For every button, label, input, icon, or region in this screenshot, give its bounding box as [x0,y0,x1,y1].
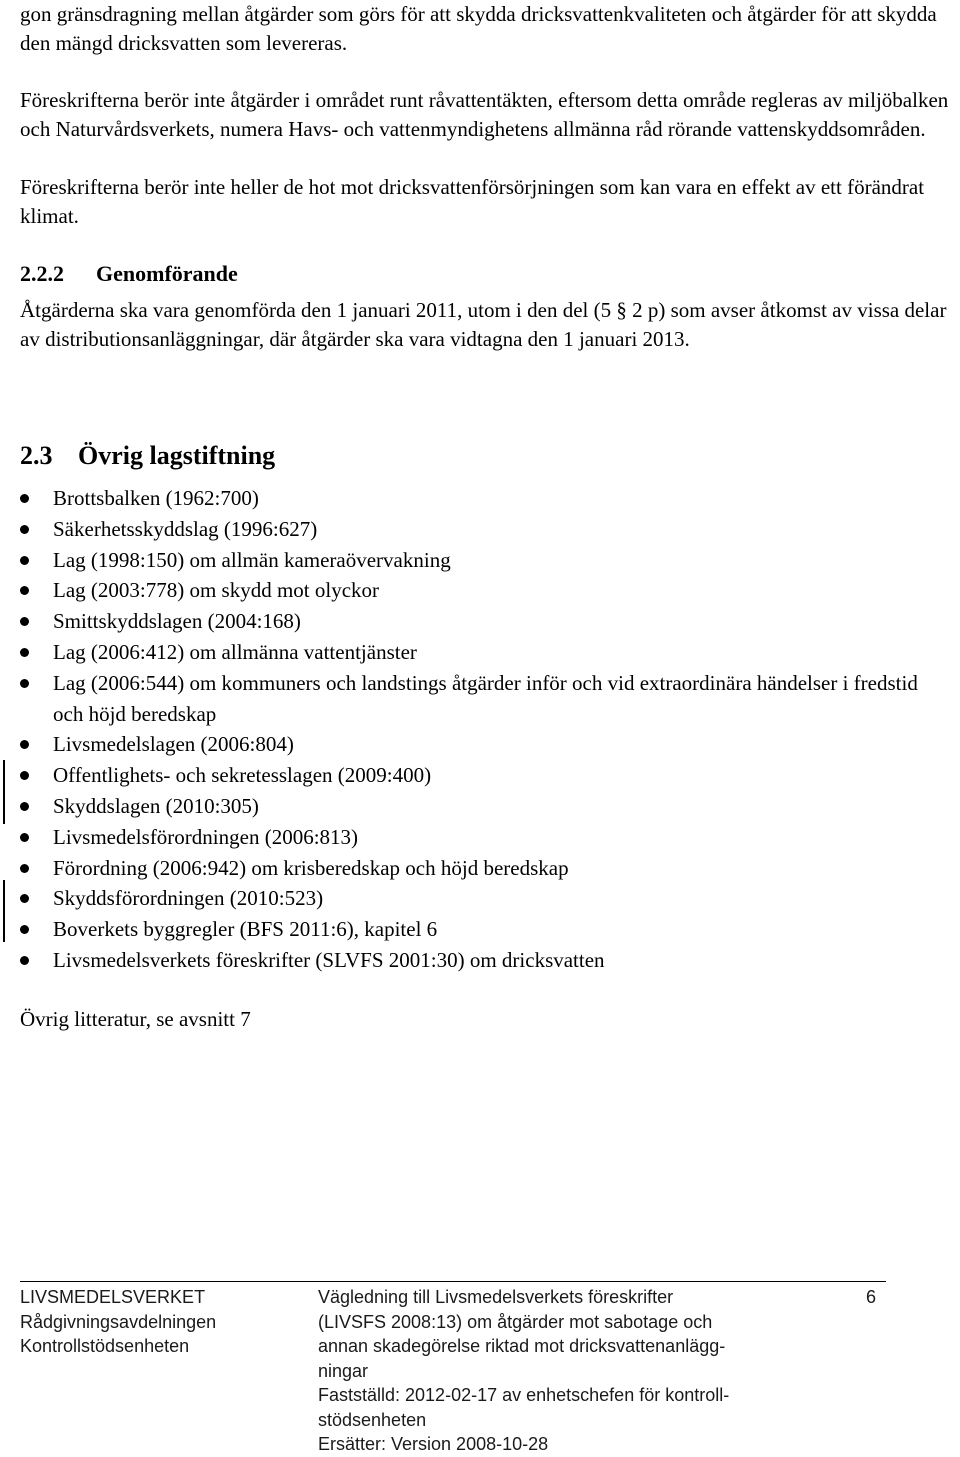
page-number: 6 [866,1287,877,1307]
footer-doc-title-line: Vägledning till Livsmedelsverkets föreskrifter [318,1287,674,1307]
legislation-list [20,483,950,976]
implementation-paragraph: Åtgärderna ska vara genomförda den 1 januari 2011, utom i den del (5 § 2 p) som avser åtkomst av vissa delar av distributionsanläggningar, där åtgärder ska vara vidtagna den 1 januari 2013. [20,298,947,351]
list-item: Offentlighets- och sekretesslagen (2009:400) [20,760,950,791]
list-item: Säkerhetsskyddslag (1996:627) [20,514,950,545]
list-item: Smittskyddslagen (2004:168) [20,606,950,637]
bullet-icon [20,740,29,749]
other-literature-reference: Övrig litteratur, se avsnitt 7 [20,1007,251,1031]
list-item: Brottsbalken (1962:700) [20,483,950,514]
footer-org-name: LIVSMEDELSVERKET [20,1287,206,1307]
bullet-icon [20,802,29,811]
list-item: Lag (2006:412) om allmänna vattentjänster [20,637,950,668]
scope-paragraph-catchment: Föreskrifterna berör inte åtgärder i området runt råvattentäkten, eftersom detta område regleras av miljöbalken och Naturvårdsverkets, numera Havs- och vattenmyndighetens allmänna råd rörande vattenskyddsområden. [20,88,949,141]
bullet-icon [20,556,29,565]
section-title: Genomförande [96,261,238,286]
footer-department: Rådgivningsavdelningen [20,1311,217,1332]
bullet-icon [20,617,29,626]
bullet-icon [20,679,29,688]
bullet-icon [20,494,29,503]
bullet-icon [20,833,29,842]
bullet-icon [20,894,29,903]
scope-paragraph-climate: Föreskrifterna berör inte heller de hot mot dricksvattenförsörjningen som kan vara en effekt av ett förändrat klimat. [20,175,925,228]
section-title: Övrig lagstiftning [78,441,276,470]
list-item: Skyddslagen (2010:305) [20,791,950,822]
footer-organisation [20,1285,290,1359]
list-item: Livsmedelsförordningen (2006:813) [20,822,950,853]
list-item: Livsmedelslagen (2006:804) [20,729,950,760]
revision-change-bar [3,760,5,824]
bullet-icon [20,771,29,780]
section-heading-genomforande [20,259,960,288]
list-item: Lag (2003:778) om skydd mot olyckor [20,575,950,606]
section-heading-ovrig-lagstiftning [20,439,960,473]
bullet-icon [20,864,29,873]
list-item: Lag (1998:150) om allmän kameraövervakning [20,545,950,576]
bullet-icon [20,956,29,965]
list-item: Lag (2006:544) om kommuners och landstings åtgärder inför och vid extraordinära händelser i fredstid och höjd beredskap [20,668,950,730]
footer-adopted-line: stödsenheten [318,1409,427,1430]
footer-doc-title-line: annan skadegörelse riktad mot dricksvattenanlägg- [318,1336,726,1356]
section-number: 2.2.2 [20,261,64,286]
bullet-icon [20,925,29,934]
footer-divider [20,1281,886,1282]
footer-doc-title-line: (LIVSFS 2008:13) om åtgärder mot sabotage och [318,1311,713,1332]
bullet-icon [20,586,29,595]
revision-change-bar [3,880,5,942]
bullet-icon [20,648,29,657]
section-number: 2.3 [20,441,53,470]
footer-unit: Kontrollstödsenheten [20,1336,190,1356]
footer-document-info [318,1285,808,1457]
footer-replaces: Ersätter: Version 2008-10-28 [318,1434,549,1454]
footer-adopted-line: Fastställd: 2012-02-17 av enhetschefen för kontroll- [318,1385,730,1405]
intro-paragraph: gon gränsdragning mellan åtgärder som görs för att skydda dricksvattenkvaliteten och åtgärder för att skydda den mängd dricksvatten som levereras. [20,2,937,55]
footer-doc-title-line: ningar [318,1360,369,1381]
list-item: Förordning (2006:942) om krisberedskap och höjd beredskap [20,853,950,884]
list-item: Skyddsförordningen (2010:523) [20,883,950,914]
bullet-icon [20,525,29,534]
list-item: Livsmedelsverkets föreskrifter (SLVFS 2001:30) om dricksvatten [20,945,950,976]
list-item: Boverkets byggregler (BFS 2011:6), kapitel 6 [20,914,950,945]
